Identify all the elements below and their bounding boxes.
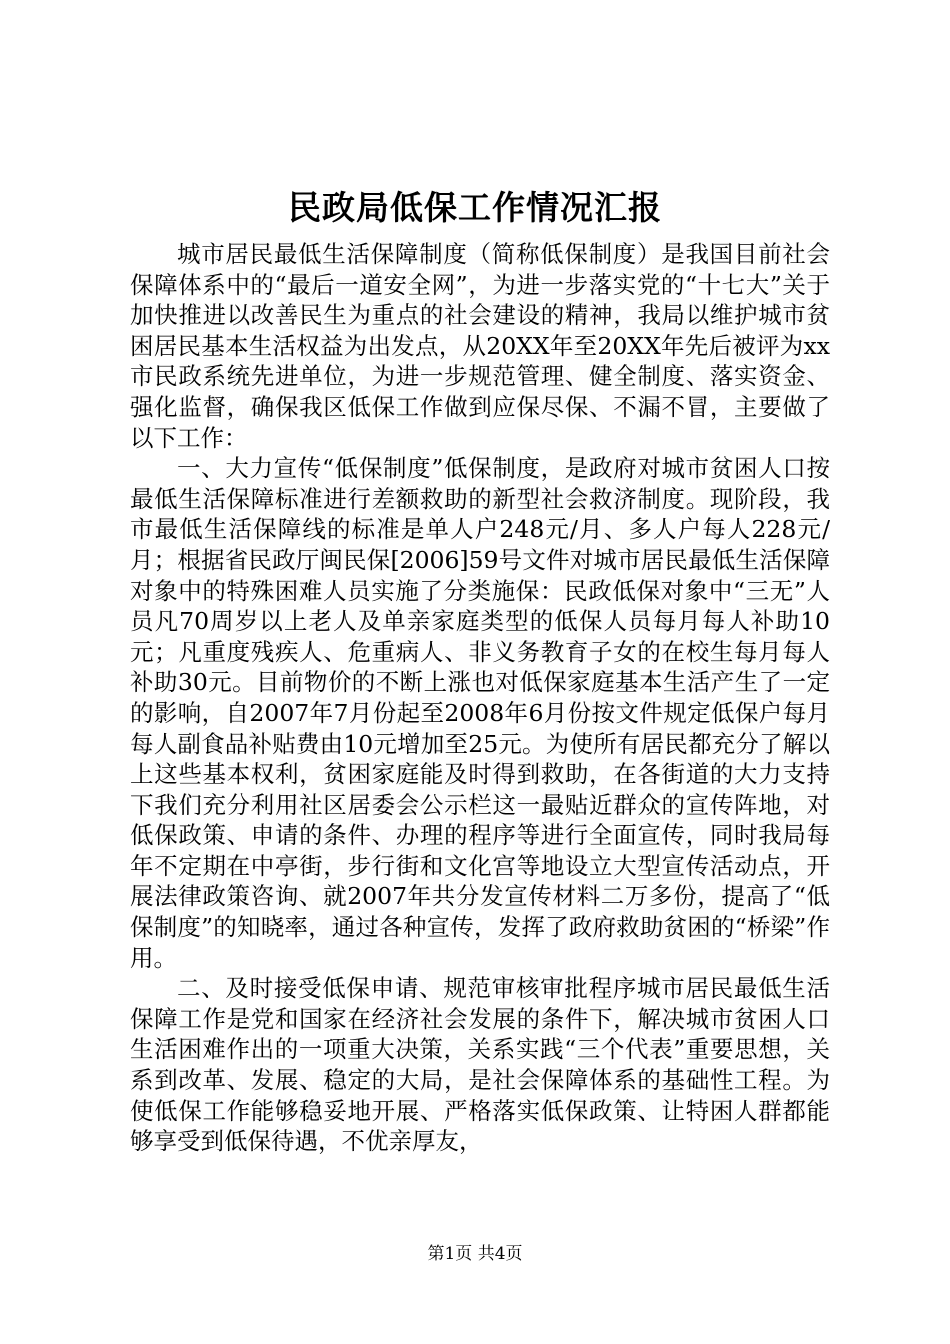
document-body (130, 239, 830, 1157)
page-footer: 第1页 共4页 (427, 1244, 523, 1264)
paragraph-section-two: 二、及时接受低保申请、规范审核审批程序城市居民最低生活保障工作是党和国家在经济社会发展的条件下，解决城市贫困人口生活困难作出的一项重大决策，关系实践“三个代表”重要思想，关系到改革、发展、稳定的大局，是社会保障体系的基础性工程。为使低保工作能够稳妥地开展、严格落实低保政策、让特困人群都能够享受到低保待遇，不优亲厚友， (130, 974, 830, 1156)
paragraph-section-one: 一、大力宣传“低保制度”低保制度，是政府对城市贫困人口按最低生活保障标准进行差额救助的新型社会救济制度。现阶段，我市最低生活保障线的标准是单人户248元/月、多人户每人228元/月；根据省民政厅闽民保[2006]59号文件对城市居民最低生活保障对象中的特殊困难人员实施了分类施保：民政低保对象中“三无”人员凡70周岁以上老人及单亲家庭类型的低保人员每月每人补助10元；凡重度残疾人、危重病人、非义务教育子女的在校生每月每人补助30元。目前物价的不断上涨也对低保家庭基本生活产生了一定的影响，自2007年7月份起至2008年6月份按文件规定低保户每月每人副食品补贴费由10元增加至25元。为使所有居民都充分了解以上这些基本权利，贫困家庭能及时得到救助，在各街道的大力支持下我们充分利用社区居委会公示栏这一最贴近群众的宣传阵地，对低保政策、申请的条件、办理的程序等进行全面宣传，同时我局每年不定期在中亭街，步行街和文化宫等地设立大型宣传活动点，开展法律政策咨询、就2007年共分发宣传材料二万多份，提高了“低保制度”的知晓率，通过各种宣传，发挥了政府救助贫困的“桥梁”作用。 (130, 454, 830, 972)
document-title: 民政局低保工作情况汇报 (288, 188, 662, 227)
paragraph-intro: 城市居民最低生活保障制度（简称低保制度）是我国目前社会保障体系中的“最后一道安全网”，为进一步落实党的“十七大”关于加快推进以改善民生为重点的社会建设的精神，我局以维护城市贫困居民基本生活权益为出发点，从20XX年至20XX年先后被评为xx市民政系统先进单位，为进一步规范管理、健全制度、落实资金、强化监督，确保我区低保工作做到应保尽保、不漏不冒，主要做了以下工作： (130, 240, 830, 452)
